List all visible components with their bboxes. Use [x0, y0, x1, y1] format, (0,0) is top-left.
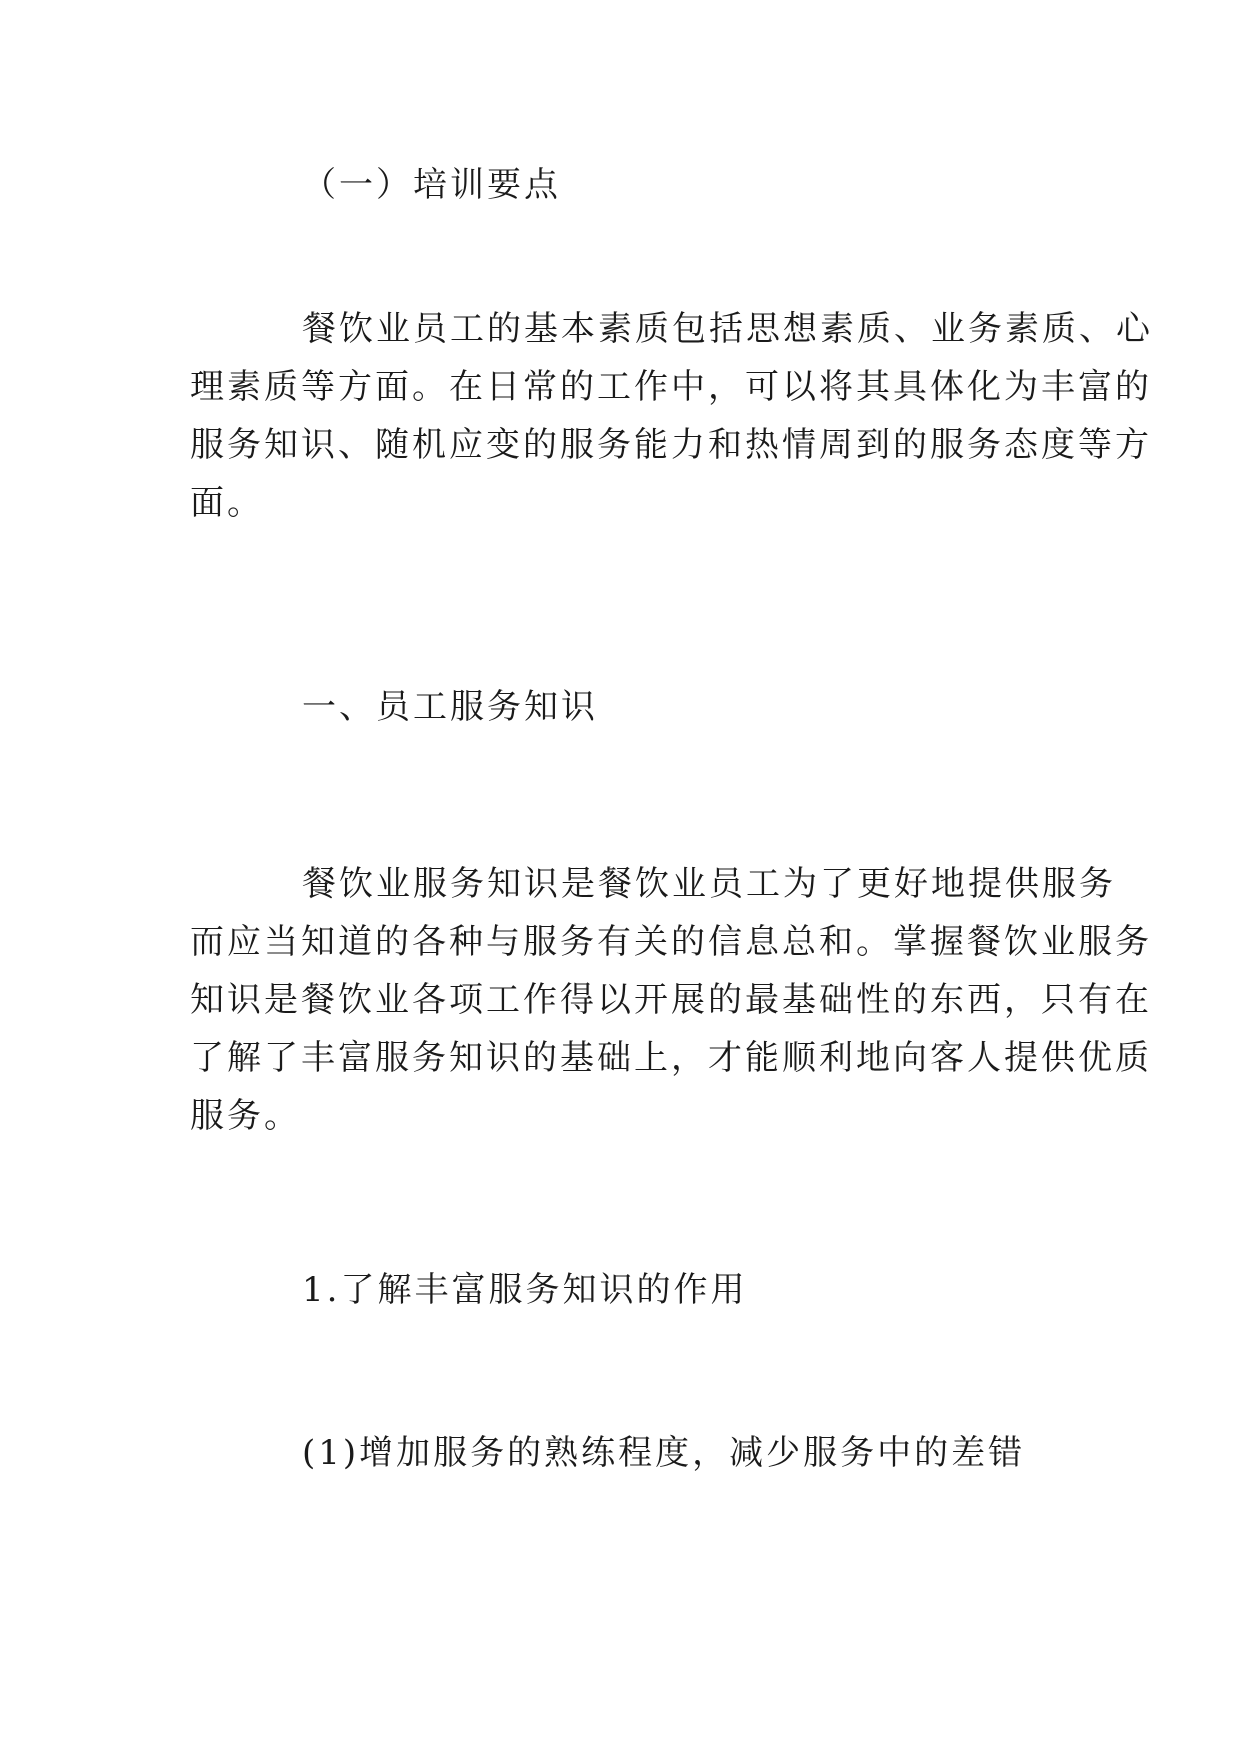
paragraph-line: 餐饮业服务知识是餐饮业员工为了更好地提供服务 [302, 864, 1116, 904]
subheading-knowledge-role: 1.了解丰富服务知识的作用 [302, 1270, 748, 1310]
section-heading-service-knowledge: 一、员工服务知识 [302, 687, 598, 727]
paragraph-line: 理素质等方面。在日常的工作中，可以将其具体化为丰富的 [190, 367, 1152, 407]
paragraph-line: 面。 [190, 483, 264, 523]
paragraph-line: 了解了丰富服务知识的基础上，才能顺利地向客人提供优质 [190, 1038, 1152, 1078]
paragraph-line: 餐饮业员工的基本素质包括思想素质、业务素质、心 [302, 309, 1153, 349]
section-heading-training-points: （一）培训要点 [302, 165, 561, 205]
paragraph-line: 而应当知道的各种与服务有关的信息总和。掌握餐饮业服务 [190, 922, 1152, 962]
paragraph-line: 服务知识、随机应变的服务能力和热情周到的服务态度等方 [190, 425, 1152, 465]
paragraph-line: 服务。 [190, 1096, 301, 1136]
paragraph-line: 知识是餐饮业各项工作得以开展的最基础性的东西，只有在 [190, 980, 1152, 1020]
paragraph-service-knowledge [190, 855, 1152, 1145]
subheading-proficiency: (1)增加服务的熟练程度，减少服务中的差错 [302, 1433, 1026, 1473]
paragraph-basic-qualities [190, 300, 1153, 532]
